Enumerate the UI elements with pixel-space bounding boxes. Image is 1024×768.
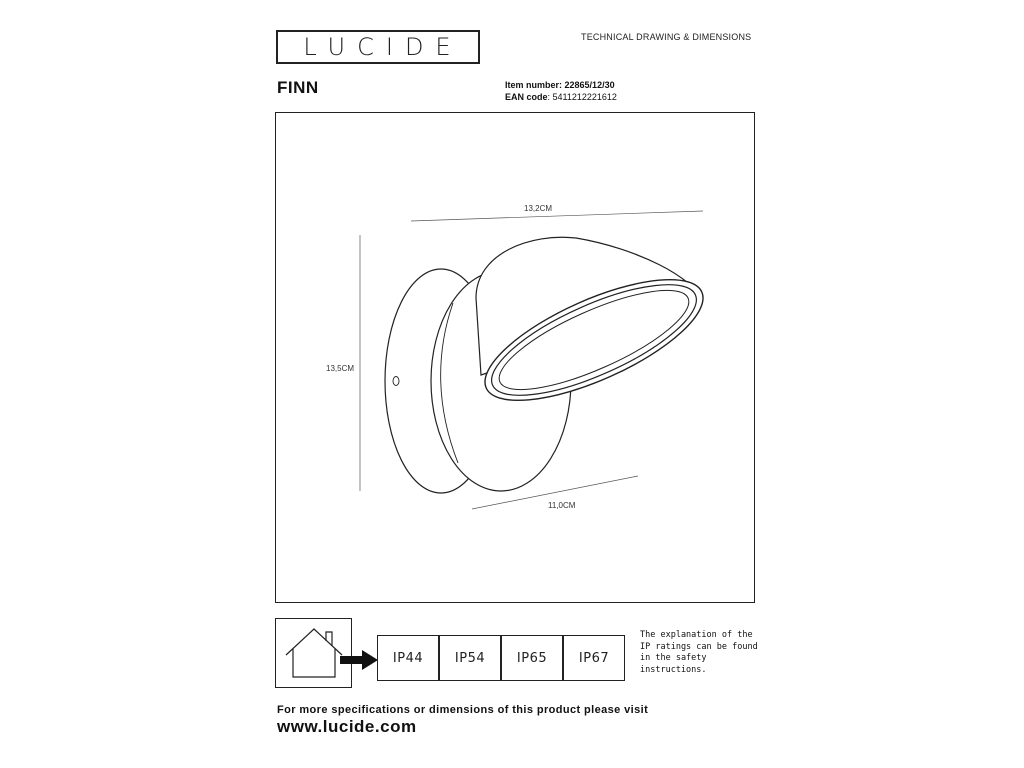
item-number-row: [505, 79, 617, 91]
ip-rating-note: The explanation of the IP ratings can be found in the safety instructions.: [640, 630, 758, 675]
bottom-dimension-label: 11,0CM: [548, 501, 576, 510]
ip-rating-box: [377, 635, 439, 681]
ean-row: [505, 91, 617, 103]
ip-rating-box: [563, 635, 625, 681]
footer-text: For more specifications or dimensions of this product please visit: [277, 704, 649, 716]
ip-rating-label: IP54: [454, 650, 486, 666]
ip-rating-label: IP67: [578, 650, 610, 666]
ip-rating-box: [439, 635, 501, 681]
website-link[interactable]: www.lucide.com: [277, 717, 417, 736]
arrow-right-icon: [340, 650, 378, 670]
brand-logo-text: LUCIDE: [303, 33, 463, 61]
ip-rating-label: IP65: [516, 650, 548, 666]
item-number-label: Item number:: [505, 80, 563, 90]
product-meta: [505, 79, 617, 103]
product-name: FINN: [277, 78, 319, 97]
ip-rating-label: IP44: [392, 650, 424, 666]
left-dimension-label: 13,5CM: [326, 364, 355, 373]
lamp-drawing: [276, 113, 756, 604]
technical-drawing-frame: [275, 112, 755, 603]
ip-rating-box: [501, 635, 563, 681]
brand-logo: [276, 30, 480, 64]
document-heading: TECHNICAL DRAWING & DIMENSIONS: [581, 32, 752, 42]
ean-value: : 5411212221612: [547, 92, 617, 102]
item-number-value: 22865/12/30: [564, 80, 615, 90]
top-dimension-label: 13,2CM: [524, 204, 553, 213]
top-dimension-line: [411, 211, 703, 221]
ean-label: EAN code: [505, 92, 548, 102]
